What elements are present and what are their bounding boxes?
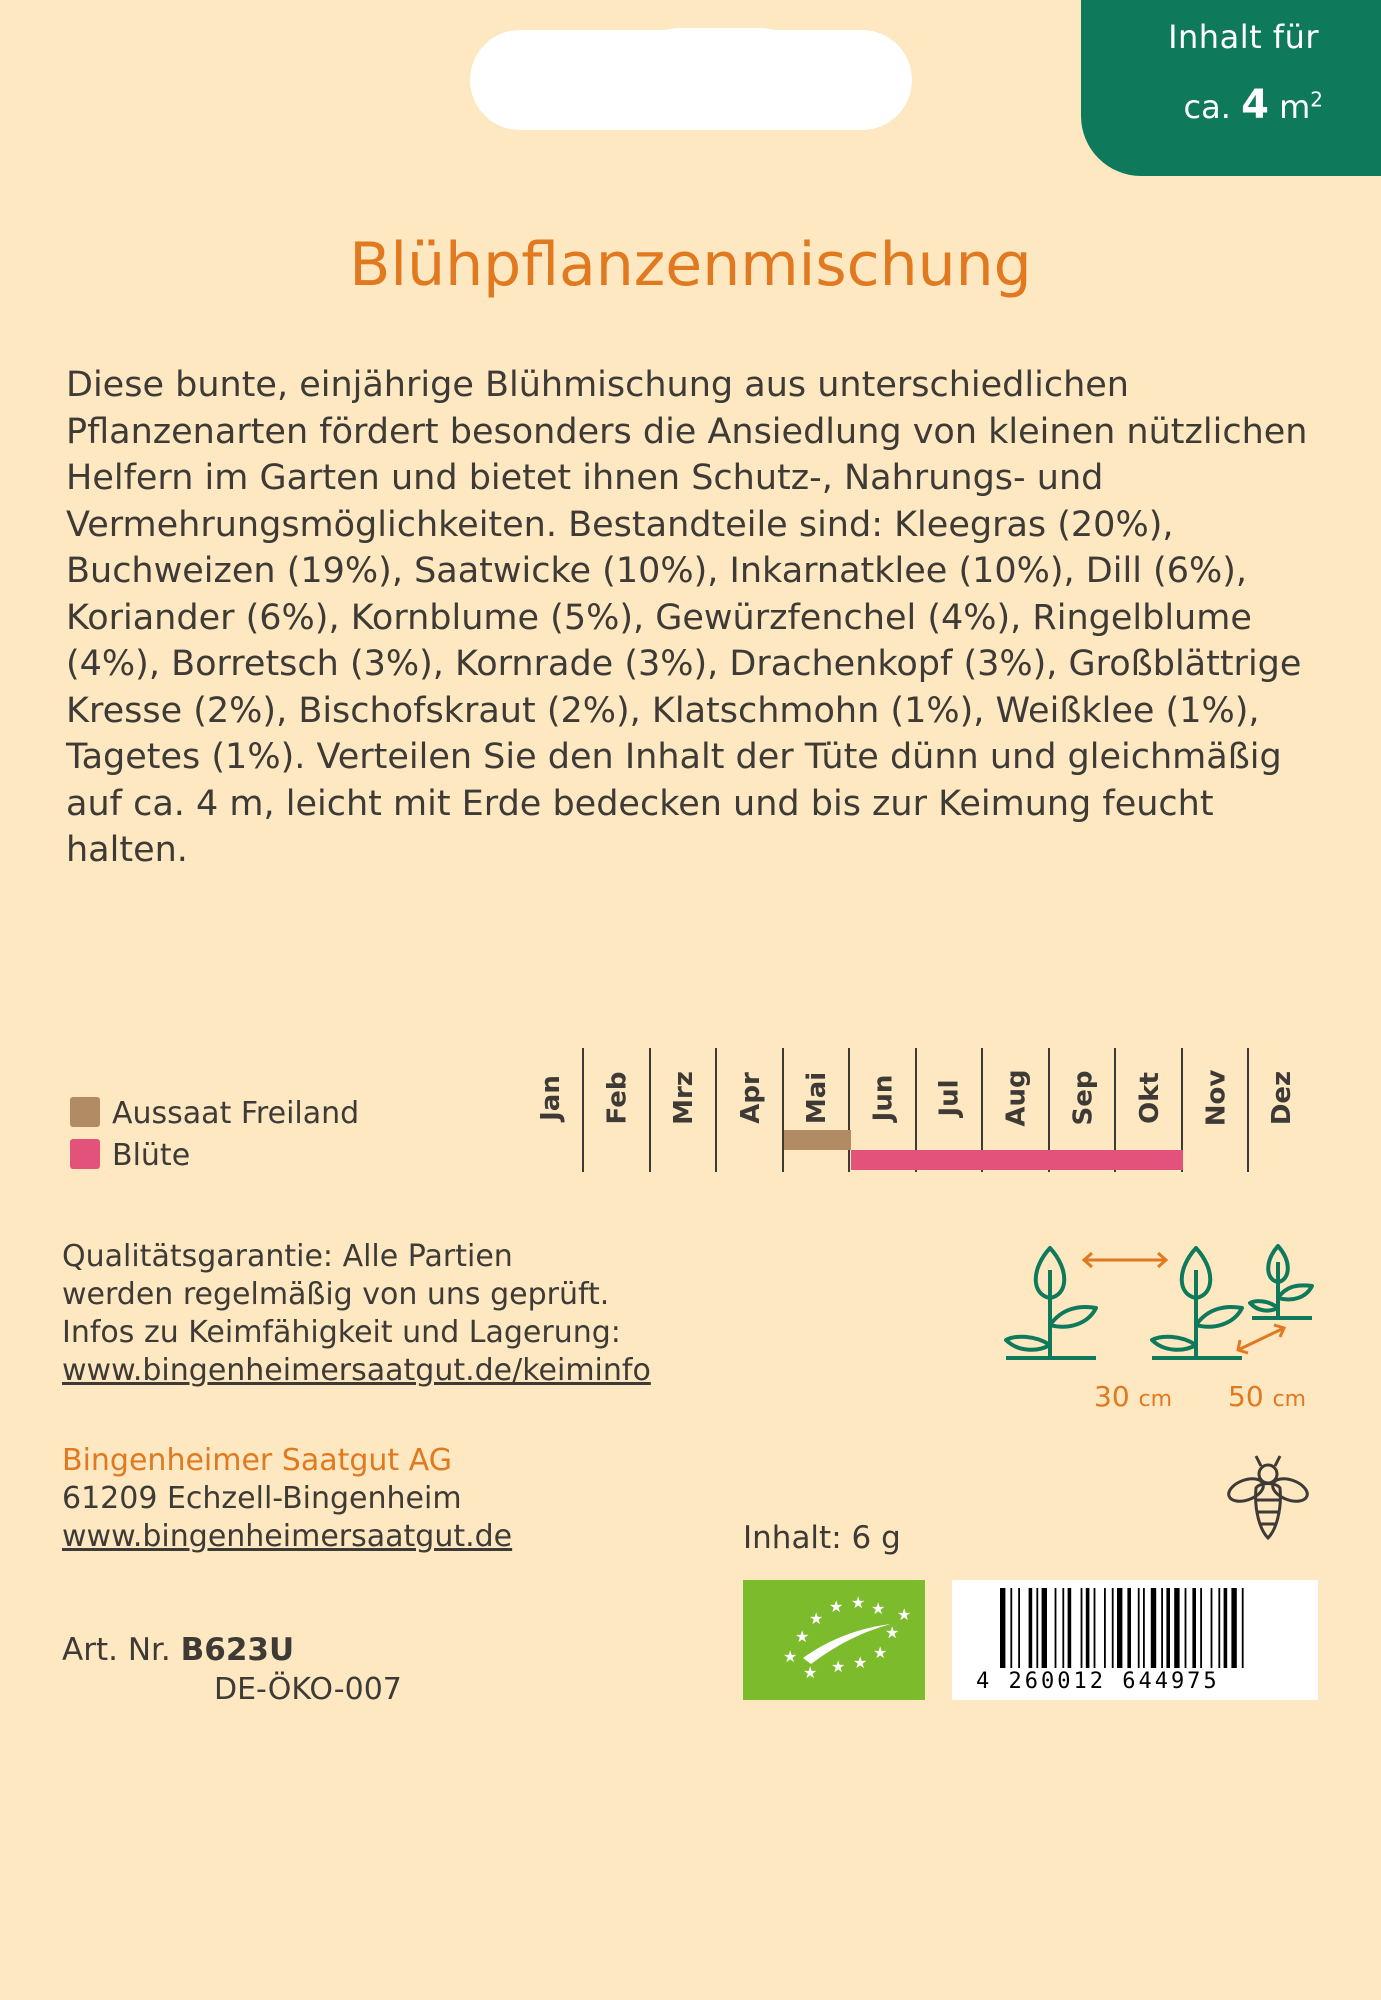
barcode-bar [1029,1588,1033,1668]
quality-guarantee [62,1238,651,1390]
row-spacing-value: 30 [1094,1380,1130,1413]
badge-unit: m [1279,88,1311,126]
legend-sowing-swatch [70,1097,100,1127]
organic-cert-code: DE-ÖKO-007 [214,1672,402,1707]
calendar-month-mrz [651,1048,717,1148]
barcode-bar [1161,1588,1163,1668]
barcode-bar [1104,1588,1106,1668]
plant-spacing-unit: cm [1272,1387,1307,1412]
barcode-bar [1000,1588,1005,1668]
legend-bloom-label: Blüte [112,1138,191,1173]
month-label: Mrz [668,1071,699,1125]
legend-bloom [70,1138,190,1173]
svg-text:★: ★ [803,1663,818,1682]
company-name: Bingenheimer Saatgut AG [62,1443,452,1478]
svg-text:★: ★ [873,1643,888,1662]
barcode-bar [1036,1588,1038,1668]
month-label: Feb [602,1071,633,1125]
row-spacing-unit: cm [1138,1387,1173,1412]
hanging-hole-top [620,28,820,88]
badge-line1: Inhalt für [1168,18,1319,56]
month-label: Aug [1001,1069,1032,1127]
month-label: Jul [934,1079,965,1117]
bloom-bar-jun [851,1150,918,1170]
bee-icon [1226,1452,1310,1542]
month-label: Jun [868,1074,899,1122]
calendar-month-sep [1050,1048,1116,1148]
article-number-value: B623U [180,1632,295,1668]
barcode-bar [1068,1588,1072,1668]
calendar-month-feb [585,1048,651,1148]
barcode-bar [1062,1588,1064,1668]
month-label: Dez [1267,1070,1298,1126]
svg-text:★: ★ [809,1609,824,1628]
svg-text:★: ★ [853,1653,868,1672]
barcode-bar [1192,1588,1196,1668]
product-title: Blühpflanzenmischung [349,230,1032,300]
bloom-bar-sep [1050,1150,1117,1170]
bloom-bar-aug [984,1150,1051,1170]
calendar-month-jan [518,1048,584,1148]
barcode-bar [1055,1588,1057,1668]
barcode-bar [1138,1588,1140,1668]
plant-spacing-label [1228,1380,1306,1413]
legend-sowing [70,1096,359,1131]
month-label: Apr [735,1072,766,1124]
barcode-bar [1086,1588,1090,1668]
quality-line3: Infos zu Keimfähigkeit und Lagerung: [62,1315,621,1350]
svg-text:★: ★ [829,1597,844,1616]
bloom-bar-jul [917,1150,984,1170]
barcode-bar [1185,1588,1187,1668]
calendar-month-aug [984,1048,1050,1148]
plant-spacing-icon [1000,1240,1330,1370]
barcode-bar [1151,1588,1156,1668]
barcode-bar [1200,1588,1202,1668]
svg-text:★: ★ [897,1605,912,1624]
barcode-bar [1042,1588,1047,1668]
legend-bloom-swatch [70,1139,100,1169]
barcode [952,1580,1318,1700]
plant-spacing-value: 50 [1228,1380,1264,1413]
badge-prefix: ca. [1183,88,1231,126]
barcode-bar [1081,1588,1083,1668]
eu-organic-leaf-logo [743,1580,925,1700]
row-spacing-label [1094,1380,1172,1413]
badge-unit-sup: 2 [1310,87,1323,112]
barcode-number: 4 260012 644975 [976,1669,1220,1694]
quality-line1: Qualitätsgarantie: Alle Partien [62,1239,513,1274]
barcode-bar [1166,1588,1170,1668]
barcode-bar [1018,1588,1020,1668]
barcode-bar [1112,1588,1114,1668]
barcode-bar [1010,1588,1012,1668]
calendar-month-apr [718,1048,784,1148]
svg-text:★: ★ [783,1647,798,1666]
barcode-bar [1127,1588,1131,1668]
sowing-bar-mai [784,1130,851,1150]
barcode-bar [1211,1588,1213,1668]
badge-amount: 4 [1241,82,1269,128]
svg-text:★: ★ [831,1657,846,1676]
legend-sowing-label: Aussaat Freiland [112,1096,360,1131]
svg-text:★: ★ [795,1627,810,1646]
barcode-bar [1231,1588,1236,1668]
article-label: Art. Nr. [62,1632,171,1668]
company-address: 61209 Echzell-Bingenheim [62,1481,462,1516]
barcode-bar [1117,1588,1122,1668]
barcode-bar [1094,1588,1096,1668]
company-info [62,1442,512,1556]
month-label: Okt [1134,1072,1165,1124]
bloom-bar-okt [1117,1150,1184,1170]
calendar-month-nov [1183,1048,1249,1148]
barcode-bar [1242,1588,1244,1668]
month-label: Jan [535,1075,566,1121]
company-website-link[interactable]: www.bingenheimersaatgut.de [62,1519,513,1554]
barcode-bar [1224,1588,1228,1668]
svg-text:★: ★ [851,1593,866,1612]
calendar-month-jun [851,1048,917,1148]
barcode-bar [1174,1588,1179,1668]
calendar-month-jul [917,1048,983,1148]
month-label: Nov [1200,1069,1231,1127]
eu-organic-logo [743,1580,925,1700]
calendar-month-okt [1117,1048,1183,1148]
svg-text:★: ★ [885,1623,900,1642]
badge-line2 [1184,82,1323,128]
quality-line2: werden regelmäßig von uns geprüft. [62,1277,610,1312]
article-number [62,1632,294,1668]
month-label: Mai [802,1071,832,1125]
product-description: Diese bunte, einjährige Blühmischung aus unterschiedlichen Pflanzenarten fördert besonders die Ansiedlung von kleinen nützlichen Helfern im Garten und bietet ihnen Schutz-, Nahrungs- und Vermehrungsmöglichkeiten. Bestandteile sind: Kleegras (20%), Buchweizen (19%), Saatwicke (10%), Inkarnatklee (10%), Dill (6%), Koriander (6%), Kornblume (5%), Gewürzfenchel (4%), Ringelblume (4%), Borretsch (3%), Kornrade (3%), Drachenkopf (3%), Großblättrige Kresse (2%), Bischofskraut (2%), Klatschmohn (1%), Weißklee (1%), Tagetes (1%). Verteilen Sie den Inhalt der Tüte dünn und gleichmäßig auf ca. 4 m, leicht mit Erde bedecken und bis zur Keimung feucht halten. [66,365,1308,870]
svg-text:★: ★ [871,1599,886,1618]
package-content: Inhalt: 6 g [743,1520,901,1556]
month-label: Sep [1067,1070,1098,1126]
calendar-month-dez [1250,1048,1316,1148]
keiminfo-link[interactable]: www.bingenheimersaatgut.de/keiminfo [62,1353,651,1388]
barcode-bar [1143,1588,1145,1668]
barcode-bar [1218,1588,1220,1668]
